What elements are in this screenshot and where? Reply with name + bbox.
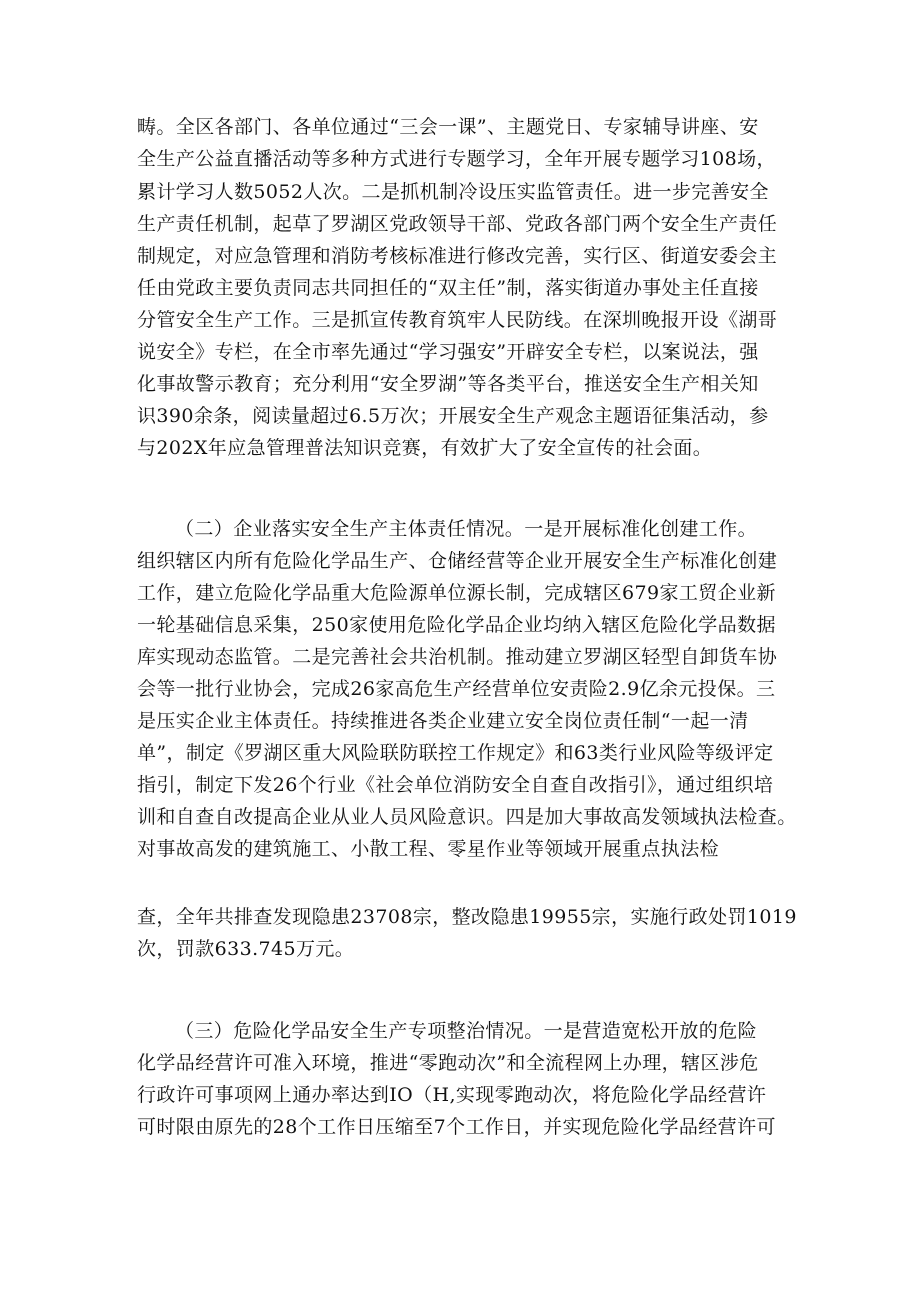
text-line: 畴。全区各部门、各单位通过“三会一课”、主题党日、专家辅导讲座、安 [137, 116, 759, 138]
text-line: 全生产公益直播活动等多种方式进行专题学习，全年开展专题学习108场， [137, 148, 776, 170]
text-line: 行政许可事项网上通办率达到IO（H,实现零跑动次，将危险化学品经营许 [137, 1084, 767, 1106]
text-line: （二）企业落实安全生产主体责任情况。一是开展标准化创建工作。 [175, 518, 758, 540]
text-line: 任由党政主要负责同志共同担任的“双主任”制，落实街道办事处主任直接 [137, 277, 759, 299]
text-line: 化学品经营许可准入环境，推进“零跑动次”和全流程网上办理，辖区涉危 [137, 1052, 759, 1074]
text-line: 工作，建立危险化学品重大危险源单位源长制，完成辖区679家工贸企业新 [137, 582, 776, 604]
text-line: 指引，制定下发26个行业《社会单位消防安全自查自改指引》，通过组织培 [137, 774, 774, 796]
text-line: 组织辖区内所有危险化学品生产、仓储经营等企业开展安全生产标准化创建 [137, 550, 778, 572]
text-line: 一轮基础信息采集，250家使用危险化学品企业均纳入辖区危险化学品数据 [137, 614, 776, 636]
text-line: 识390余条，阅读量超过6.5万次；开展安全生产观念主题语征集活动，参 [137, 405, 769, 427]
text-line: 训和自查自改提高企业从业人员风险意识。四是加大事故高发领域执法检查。 [137, 806, 797, 828]
text-line: 库实现动态监管。二是完善社会共治机制。推动建立罗湖区轻型自卸货车协 [137, 646, 778, 668]
text-line: 会等一批行业协会，完成26家高危生产经营单位安责险2.9亿余元投保。三 [137, 678, 776, 700]
text-line: 累计学习人数5052人次。二是抓机制冷设压实监管责任。进一步完善安全 [137, 181, 769, 203]
text-line: 与202X年应急管理普法知识竞赛，有效扩大了安全宣传的社会面。 [137, 437, 713, 459]
text-line: 生产责任机制，起草了罗湖区党政领导干部、党政各部门两个安全生产责任 [137, 213, 778, 235]
text-line: 可时限由原先的28个工作日压缩至7个工作日，并实现危险化学品经营许可 [137, 1116, 776, 1138]
text-line: 制规定，对应急管理和消防考核标准进行修改完善，实行区、街道安委会主 [137, 245, 778, 267]
text-line: 对事故高发的建筑施工、小散工程、零星作业等领域开展重点执法检 [137, 838, 720, 860]
text-line: 是压实企业主体责任。持续推进各类企业建立安全岗位责任制“一起一清 [137, 710, 749, 732]
text-line: （三）危险化学品安全生产专项整治情况。一是营造宽松开放的危险 [175, 1020, 758, 1042]
text-line: 次，罚款633.745万元。 [137, 938, 355, 960]
text-line: 单”，制定《罗湖区重大风险联防联控工作规定》和63类行业风险等级评定 [137, 742, 774, 764]
text-line: 分管安全生产工作。三是抓宣传教育筑牢人民防线。在深圳晚报开设《湖哥 [137, 309, 778, 331]
text-line: 查，全年共排查发现隐患23708宗，整改隐患19955宗，实施行政处罚1019 [137, 906, 797, 928]
text-line: 说安全》专栏，在全市率先通过“学习强安”开辟安全专栏，以案说法，强 [137, 341, 759, 363]
text-line: 化事故警示教育；充分利用“安全罗湖”等各类平台，推送安全生产相关知 [137, 373, 759, 395]
